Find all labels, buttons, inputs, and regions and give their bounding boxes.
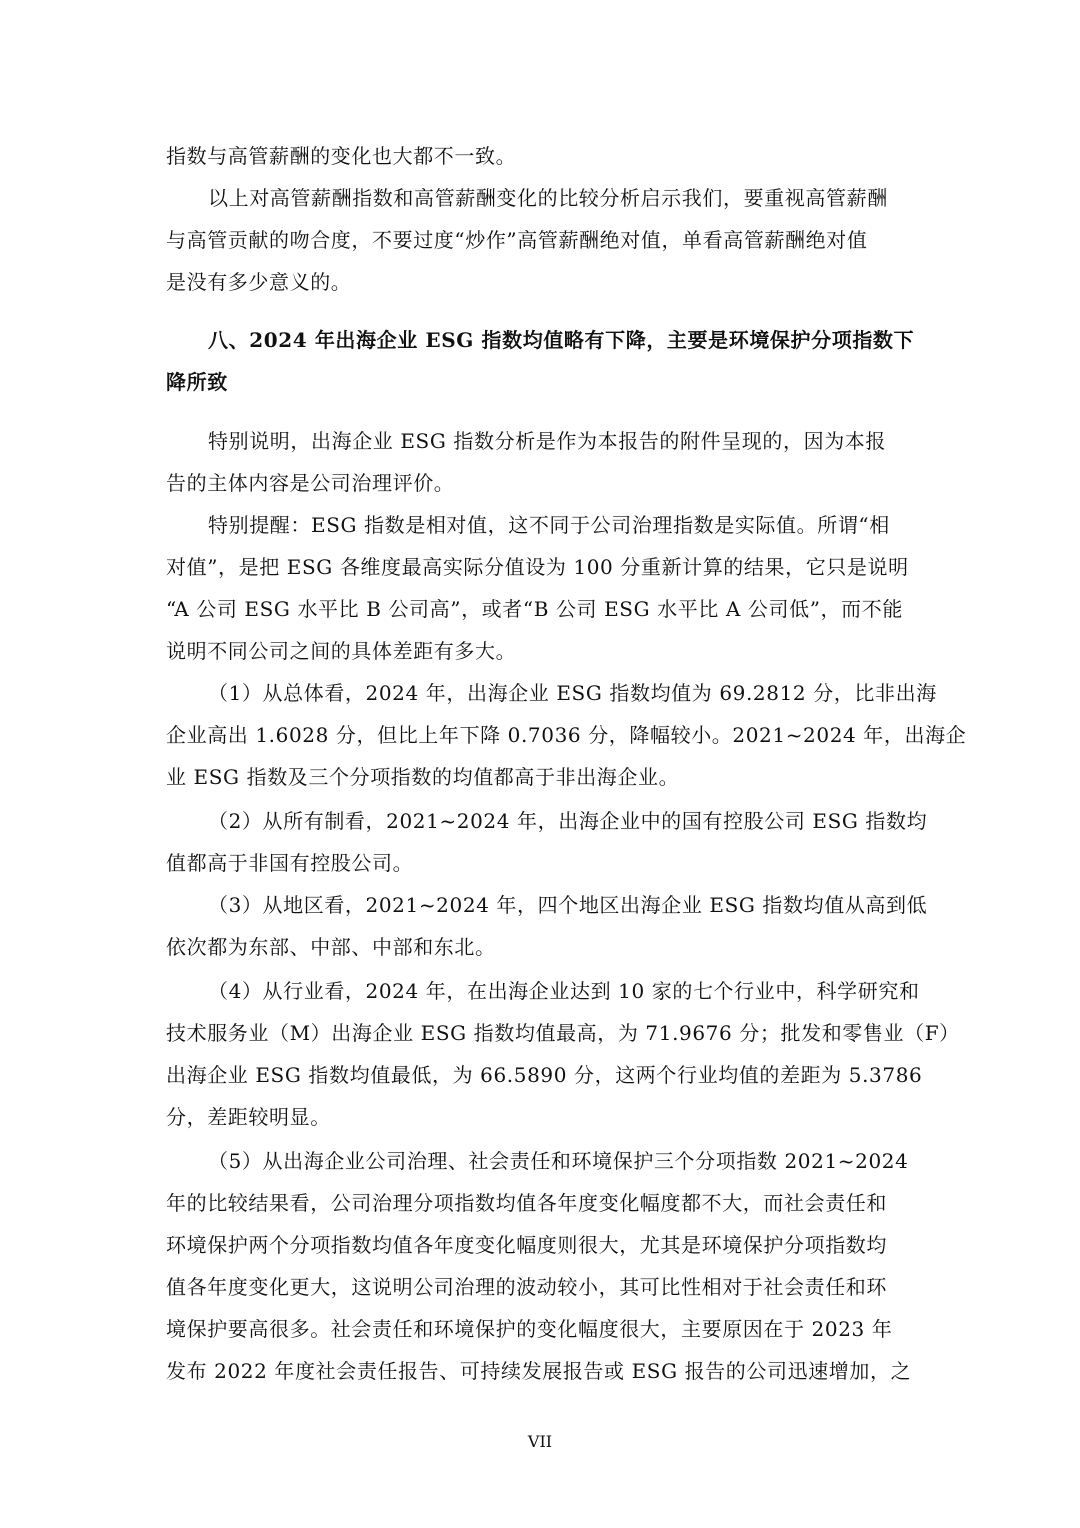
body-text-line: 是没有多少意义的。 — [166, 270, 352, 294]
paragraph-start-line: （3）从地区看，2021~2024 年，四个地区出海企业 ESG 指数均值从高到低 — [208, 893, 928, 917]
paragraph-start-line: 以上对高管薪酬指数和高管薪酬变化的比较分析启示我们，要重视高管薪酬 — [208, 186, 888, 210]
body-text-line: 依次都为东部、中部、中部和东北。 — [166, 935, 496, 959]
paragraph-start-line: 特别提醒：ESG 指数是相对值，这不同于公司治理指数是实际值。所谓“相 — [208, 513, 890, 537]
body-text-line: 告的主体内容是公司治理评价。 — [166, 471, 455, 495]
section-heading-line: 降所致 — [166, 370, 228, 394]
body-text-line: 分，差距较明显。 — [166, 1105, 331, 1129]
body-text-line: 出海企业 ESG 指数均值最低，为 66.5890 分，这两个行业均值的差距为 5.3786 — [166, 1063, 923, 1087]
body-text-line: 业 ESG 指数及三个分项指数的均值都高于非出海企业。 — [166, 765, 680, 789]
body-text-line: 企业高出 1.6028 分，但比上年下降 0.7036 分，降幅较小。2021~2024 年，出海企 — [166, 723, 967, 747]
body-text-line: 说明不同公司之间的具体差距有多大。 — [166, 639, 517, 663]
body-text-line: 值各年度变化更大，这说明公司治理的波动较小，其可比性相对于社会责任和环 — [166, 1275, 887, 1299]
paragraph-start-line: （5）从出海企业公司治理、社会责任和环境保护三个分项指数 2021~2024 — [208, 1149, 909, 1173]
body-text-line: 对值”，是把 ESG 各维度最高实际分值设为 100 分重新计算的结果，它只是说明 — [166, 555, 909, 579]
body-text-line: 环境保护两个分项指数均值各年度变化幅度则很大，尤其是环境保护分项指数均 — [166, 1233, 887, 1257]
paragraph-start-line: （1）从总体看，2024 年，出海企业 ESG 指数均值为 69.2812 分，比非出海 — [208, 681, 937, 705]
body-text-line: 年的比较结果看，公司治理分项指数均值各年度变化幅度都不大，而社会责任和 — [166, 1191, 887, 1215]
body-text-line: 境保护要高很多。社会责任和环境保护的变化幅度很大，主要原因在于 2023 年 — [166, 1317, 893, 1341]
body-text-line: “A 公司 ESG 水平比 B 公司高”，或者“B 公司 ESG 水平比 A 公司低”，而不能 — [166, 597, 903, 621]
page-number: VII — [527, 1432, 553, 1451]
body-text-line: 与高管贡献的吻合度，不要过度“炒作”高管薪酬绝对值，单看高管薪酬绝对值 — [166, 228, 868, 252]
paragraph-start-line: （4）从行业看，2024 年，在出海企业达到 10 家的七个行业中，科学研究和 — [208, 979, 920, 1003]
paragraph-start-line: （2）从所有制看，2021~2024 年，出海企业中的国有控股公司 ESG 指数均 — [208, 809, 928, 833]
section-heading-line: 八、2024 年出海企业 ESG 指数均值略有下降，主要是环境保护分项指数下 — [208, 328, 915, 352]
body-text-line: 指数与高管薪酬的变化也大都不一致。 — [166, 144, 517, 168]
body-text-line: 值都高于非国有控股公司。 — [166, 851, 414, 875]
body-text-line: 发布 2022 年度社会责任报告、可持续发展报告或 ESG 报告的公司迅速增加，之 — [166, 1359, 912, 1383]
body-text-line: 技术服务业（M）出海企业 ESG 指数均值最高，为 71.9676 分；批发和零售业（F） — [166, 1021, 960, 1045]
paragraph-start-line: 特别说明，出海企业 ESG 指数分析是作为本报告的附件呈现的，因为本报 — [208, 429, 886, 453]
